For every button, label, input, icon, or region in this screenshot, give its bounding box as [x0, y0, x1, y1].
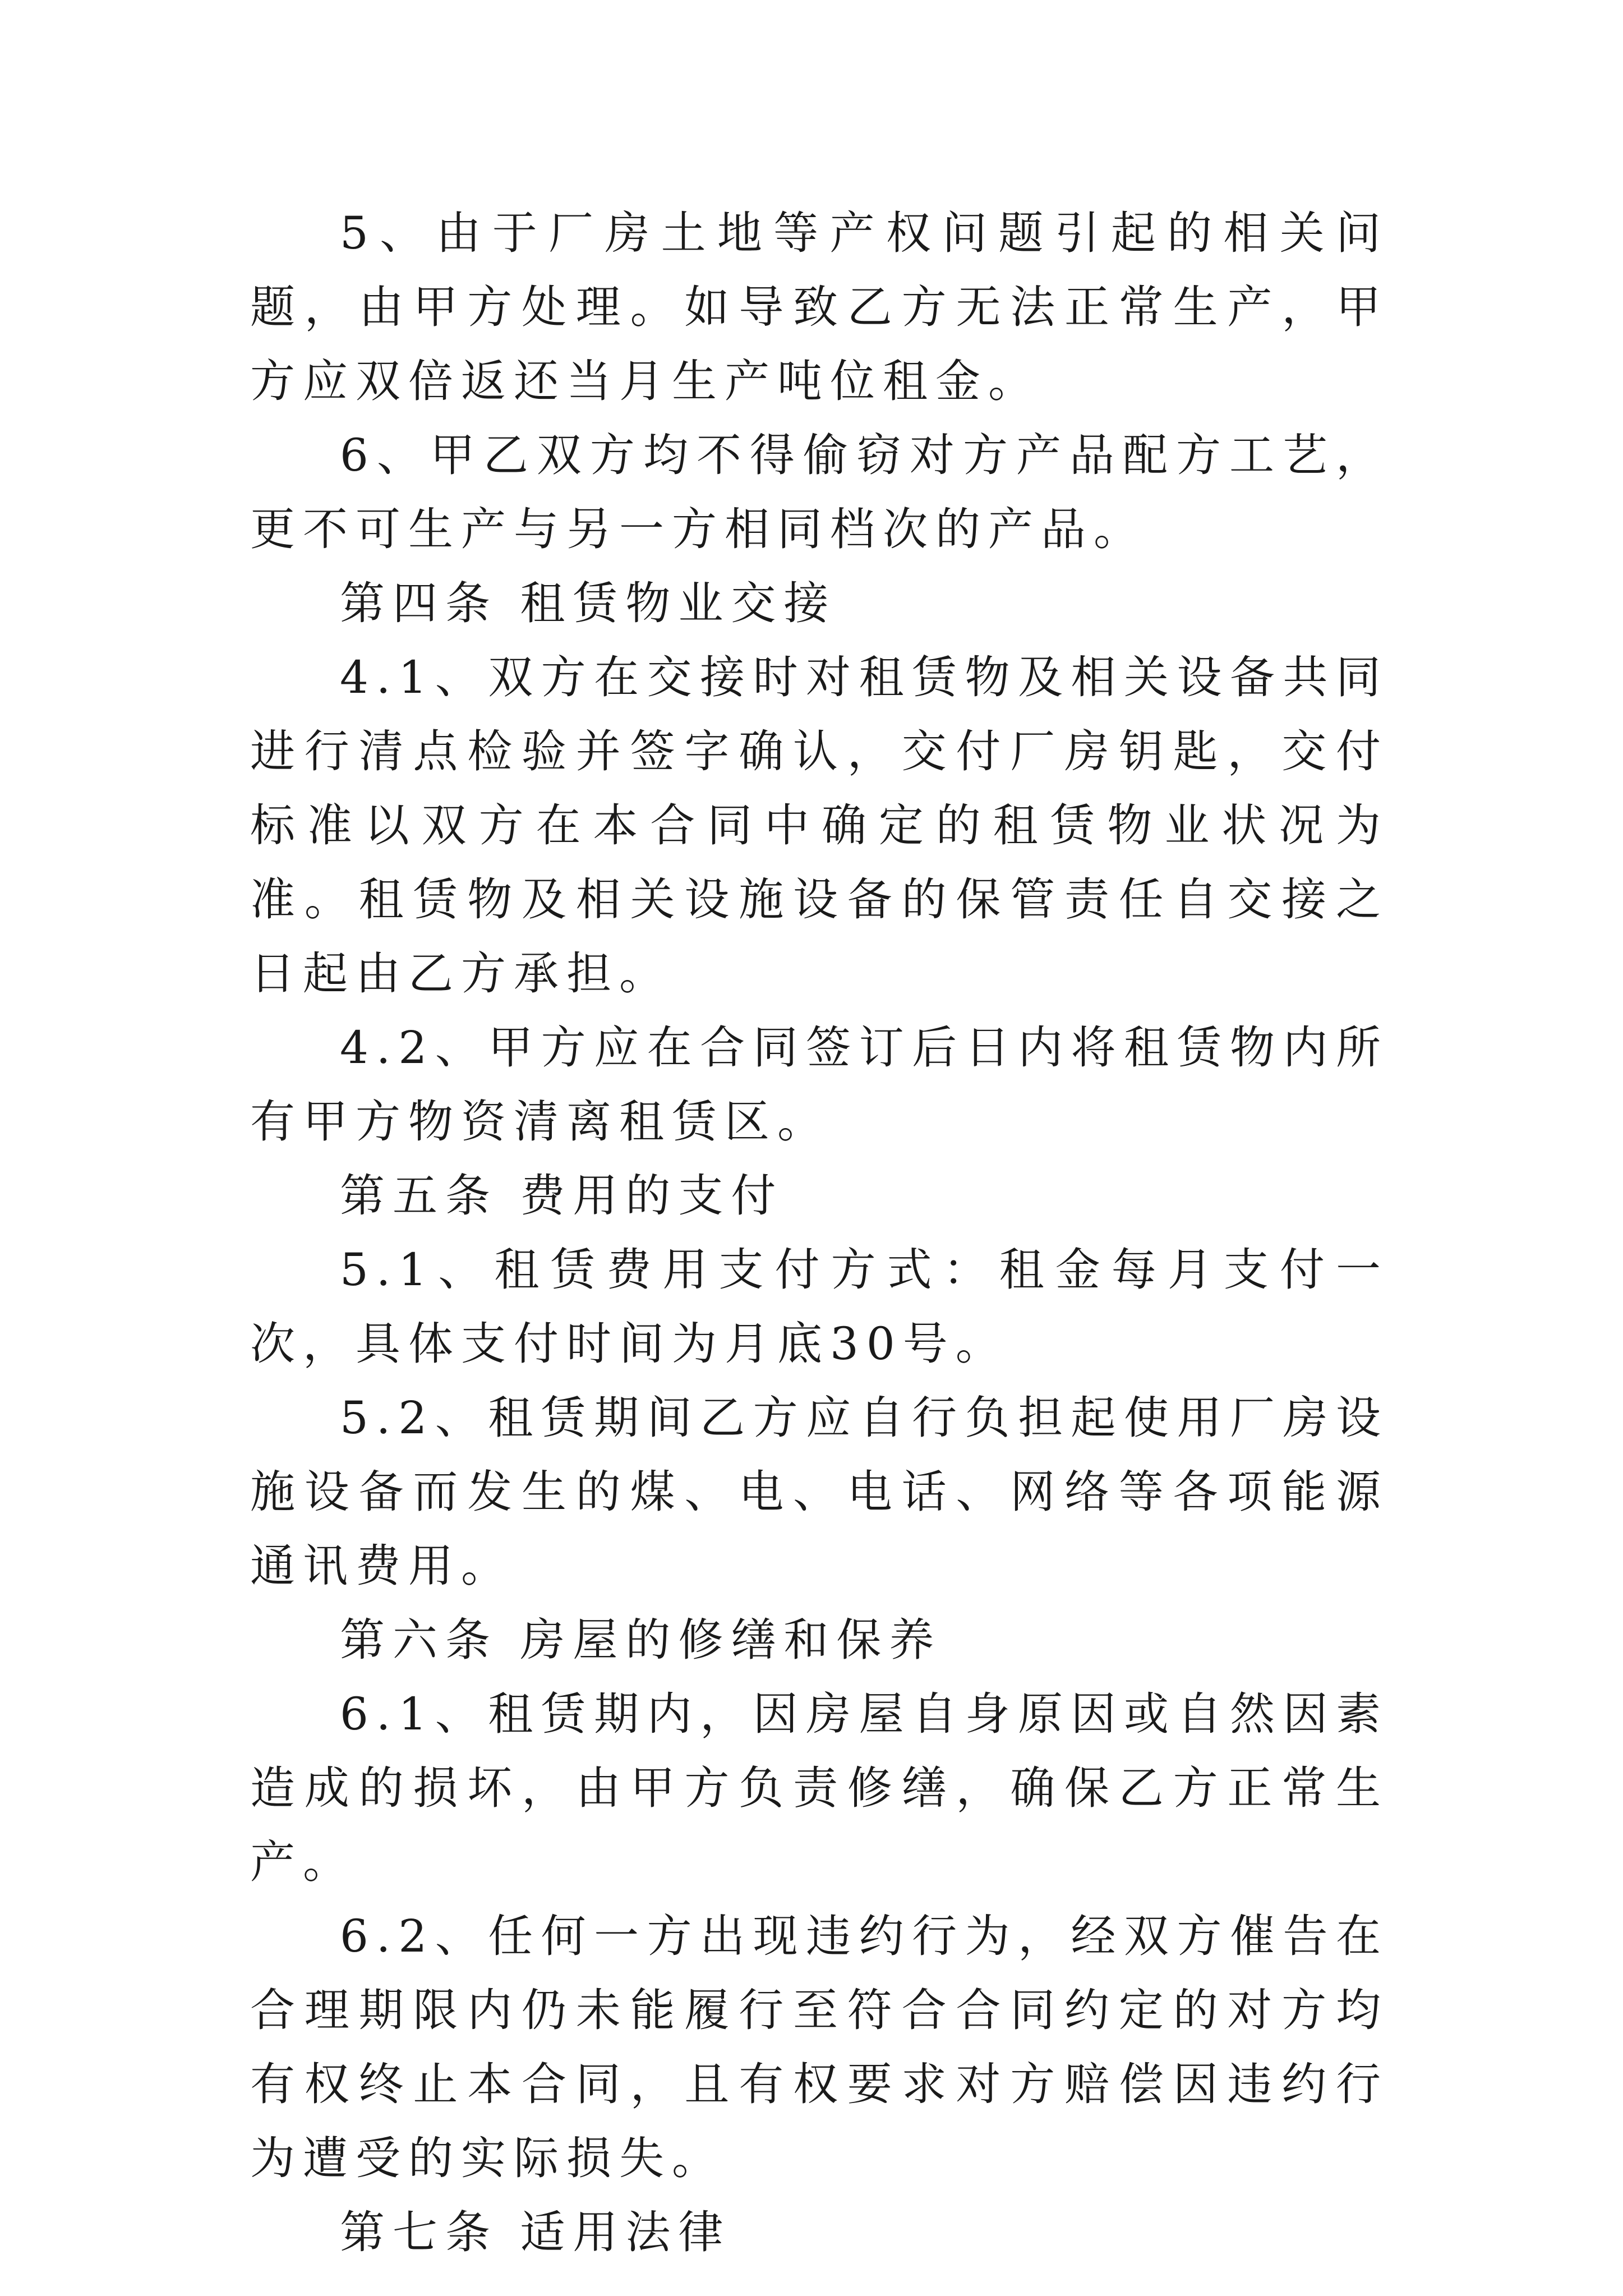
article-7-heading: 第七条 适用法律 [340, 2206, 731, 2258]
clause-5-2: 5.2、租赁期间乙方应自行负担起使用厂房设施设备而发生的煤、电、电话、网络等各项能源通讯费用。 [250, 1392, 1389, 1592]
article-5-heading: 第五条 费用的支付 [340, 1170, 784, 1222]
clause-6-1: 6.1、租赁期内，因房屋自身原因或自然因素造成的损坏，由甲方负责修缮，确保乙方正常生产。 [250, 1688, 1389, 1888]
clause-5: 5、由于厂房土地等产权问题引起的相关问题，由甲方处理。如导致乙方无法正常生产，甲方应双倍返还当月生产吨位租金。 [250, 207, 1389, 407]
clause-4-2: 4.2、甲方应在合同签订后日内将租赁物内所有甲方物资清离租赁区。 [250, 1022, 1389, 1148]
article-4-heading: 第四条 租赁物业交接 [340, 577, 837, 629]
clause-6: 6、甲乙双方均不得偷窃对方产品配方工艺，更不可生产与另一方相同档次的产品。 [250, 429, 1389, 555]
clause-6-2: 6.2、任何一方出现违约行为，经双方催告在合理期限内仍未能履行至符合合同约定的对方均有权终止本合同，且有权要求对方赔偿因违约行为遭受的实际损失。 [250, 1910, 1389, 2184]
clause-4-1: 4.1、双方在交接时对租赁物及相关设备共同进行清点检验并签字确认，交付厂房钥匙，交付标准以双方在本合同中确定的租赁物业状况为准。租赁物及相关设施设备的保管责任自交接之日起由乙方承担。 [250, 651, 1389, 1000]
article-6-heading: 第六条 房屋的修缮和保养 [340, 1614, 942, 1666]
document-body [250, 196, 1389, 2270]
clause-5-1: 5.1、租赁费用支付方式：租金每月支付一次，具体支付时间为月底30号。 [250, 1244, 1389, 1370]
